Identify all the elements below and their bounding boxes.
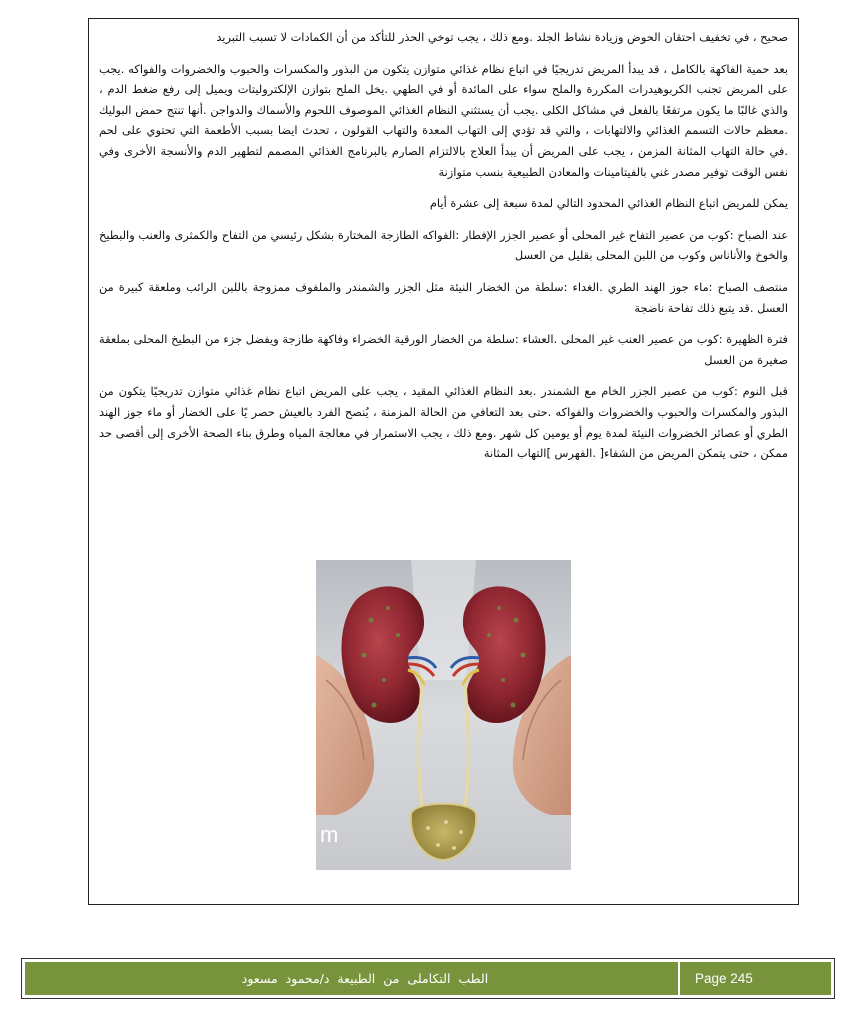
paragraph-afternoon-dinner: فترة الظهيرة :كوب من عصير العنب غير المحلى .العشاء :سلطة من الخضار الورقية الخضراء وفاكهة طازجة ويفضل جزء من البطيخ المحلى بملعقة صغيرة من العسل (99, 332, 788, 367)
page-footer (21, 958, 835, 999)
page-number: Page 245 (695, 971, 753, 986)
paragraph-restricted-diet-intro: يمكن للمريض اتباع النظام الغذائي المحدود التالي لمدة سبعة إلى عشرة أيام (429, 196, 788, 211)
kidneys-illustration (316, 560, 571, 870)
paragraph-midmorning-lunch: منتصف الصباح :ماء جوز الهند الطري .الغداء :سلطة من الخضار النيئة مثل الجزر والشمندر والملفوف ممزوجة باللبن الرائب وملعقة كبيرة من العسل .قد يتبع ذلك تفاحة ناضجة (99, 279, 788, 315)
footer-bar (25, 962, 831, 995)
paragraph-morning-breakfast: عند الصباح :كوب من عصير التفاح غير المحلى أو عصير الجزر الإفطار :الفواكه الطازجة المختارة بشكل رئيسي من التفاح والكمثرى والعنب والبطيخ والخوخ والأناناس وكوب من اللبن المحلى بقليل من العسل (99, 227, 788, 263)
footer-divider (678, 962, 680, 995)
paragraph-compress-caution: صحيح ، في تخفيف احتقان الحوض وزيادة نشاط الجلد .ومع ذلك ، يجب توخي الحذر للتأكد من أن الكمادات لا تسبب التبريد (216, 30, 788, 44)
page-content-frame (88, 18, 799, 905)
footer-book-title: الطب التكاملى من الطبيعة د/محمود مسعود (241, 971, 489, 986)
paragraph-balanced-diet: بعد حمية الفاكهة بالكامل ، قد يبدأ المريض تدريجيًا في اتباع نظام غذائي متوازن يتكون من البذور والمكسرات والحبوب والخضروات والفواكه .يجب على المريض تجنب الكربوهيدرات المكررة والملح سواء على المائدة أو في الطهي .يخل الملح بتوازن الإلكتروليتات ويميل إلى رفع ضغط الدم ، والذي غالبًا ما يكون مرتفعًا بالفعل في مشاكل الكلى .يجب أن يستثني النظام الغذائي الموصوف اللحوم والأسماك والدواجن .أنها تنتج حمض البوليك .معظم حالات التسمم الغذائي والالتهابات ، والتي قد تؤدي إلى التهاب المعدة والتهاب القولون ، تحدث ايضا بسبب الأطعمة التي تحتوي على لحم .في حالة التهاب المثانة المزمن ، يجب على المريض أن يبدأ العلاج بالالتزام الصارم بالبرنامج الغذائي المصمم لتطهير الدم والأنسجة الأخرى وفي نفس الوقت توفير مصدر غني بالفيتامينات والمعادن الطبيعية بنسب متوازنة (99, 61, 788, 179)
image-watermark: m (320, 822, 339, 847)
paragraph-bedtime: قبل النوم :كوب من عصير الجزر الخام مع الشمندر .بعد النظام الغذائي المقيد ، يجب على المريض اتباع نظام غذائي متوازن تدريجيًا يتكون من البذور والمكسرات والحبوب والخضروات والفواكه .حتى بعد التعافي من الحالة المزمنة ، يُنصح الفرد بالعيش حصر يًا على الخضار أو ماء جوز الهند الطري أو عصائر الخضروات النيئة لمدة يوم أو يومين كل شهر .ومع ذلك ، يجب الاستمرار في معالجة المياه وطرق بناء الصحة الأخرى إلى أقصى حد ممكن ، حتى يتمكن المريض من الشفاء[ .الفهرس ]التهاب المثانة (99, 384, 788, 461)
